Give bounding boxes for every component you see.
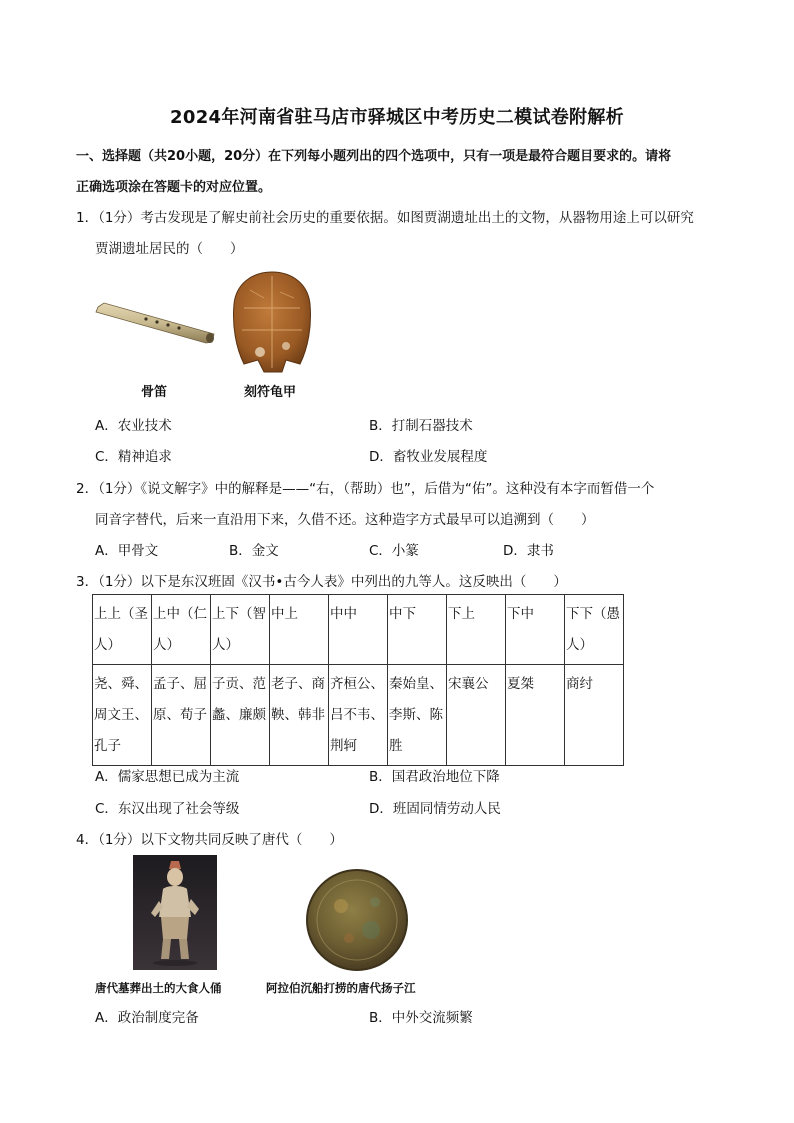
question-2-stem: 2．（1分）《说文解字》中的解释是——“右，（帮助）也”，后借为“佑”。这种没有本字而暂借一个 <box>76 481 655 497</box>
question-4-stem: 4．（1分）以下文物共同反映了唐代（ ） <box>76 832 343 848</box>
q1-option-d[interactable]: D．畜牧业发展程度 <box>369 449 488 465</box>
table-header-cell: 中中 <box>329 595 388 665</box>
q1-option-a[interactable]: A．农业技术 <box>95 418 172 434</box>
table-cell: 老子、商鞅、韩非 <box>270 665 329 766</box>
table-cell: 商纣 <box>565 665 624 766</box>
table-header-cell: 上上（圣人） <box>93 595 152 665</box>
q1-option-b[interactable]: B．打制石器技术 <box>369 418 473 434</box>
table-header-row <box>93 595 624 665</box>
q2-option-c[interactable]: C．小篆 <box>369 543 419 559</box>
question-2-stem-cont: 同音字替代，后来一直沿用下来，久借不还。这种造字方式最早可以追溯到（ ） <box>95 512 595 528</box>
table-header-cell: 上中（仁人） <box>152 595 211 665</box>
q2-option-b[interactable]: B．金文 <box>229 543 279 559</box>
table-header-cell: 下下（愚人） <box>565 595 624 665</box>
table-cell: 尧、舜、周文王、孔子 <box>93 665 152 766</box>
section-instructions-line1: 一、选择题（共20小题，20分）在下列每小题列出的四个选项中，只有一项是最符合题目要求的。请将 <box>76 149 672 164</box>
table-header-cell: 中上 <box>270 595 329 665</box>
q4-option-a[interactable]: A．政治制度完备 <box>95 1010 199 1026</box>
table-header-cell: 中下 <box>388 595 447 665</box>
q4-option-b[interactable]: B．中外交流频繁 <box>369 1010 473 1026</box>
table-cell: 齐桓公、吕不韦、荆轲 <box>329 665 388 766</box>
q1-option-c[interactable]: C．精神追求 <box>95 449 172 465</box>
table-cell: 孟子、屈原、荀子 <box>152 665 211 766</box>
q3-option-d[interactable]: D．班固同情劳动人民 <box>369 801 501 817</box>
table-cell: 夏桀 <box>506 665 565 766</box>
nine-ranks-table <box>92 594 624 766</box>
table-cell: 子贡、范蠡、廉颇 <box>211 665 270 766</box>
table-row <box>93 665 624 766</box>
mirror-caption: 阿拉伯沉船打捞的唐代扬子江 <box>266 981 416 995</box>
question-1-stem-cont: 贾湖遗址居民的（ ） <box>95 241 244 257</box>
table-header-cell: 下中 <box>506 595 565 665</box>
tang-bronze-mirror-image <box>305 868 409 972</box>
q3-option-a[interactable]: A．儒家思想已成为主流 <box>95 769 240 785</box>
bone-flute-image <box>94 298 218 348</box>
tortoise-shell-caption: 刻符龟甲 <box>244 385 297 400</box>
table-cell: 宋襄公 <box>447 665 506 766</box>
question-1-stem: 1．（1分）考古发现是了解史前社会历史的重要依据。如图贾湖遗址出土的文物，从器物用途上可以研究 <box>76 210 694 226</box>
carved-tortoise-shell-image <box>230 268 314 376</box>
q2-option-a[interactable]: A．甲骨文 <box>95 543 159 559</box>
question-3-stem: 3．（1分）以下是东汉班固《汉书•古今人表》中列出的九等人。这反映出（ ） <box>76 574 567 590</box>
q3-option-b[interactable]: B．国君政治地位下降 <box>369 769 500 785</box>
q3-option-c[interactable]: C．东汉出现了社会等级 <box>95 801 240 817</box>
bone-flute-caption: 骨笛 <box>141 385 168 400</box>
section-instructions-line2: 正确选项涂在答题卡的对应位置。 <box>76 180 272 195</box>
figurine-caption: 唐代墓葬出土的大食人俑 <box>95 981 222 995</box>
table-cell: 秦始皇、李斯、陈胜 <box>388 665 447 766</box>
q2-option-d[interactable]: D．隶书 <box>503 543 554 559</box>
page-title: 2024年河南省驻马店市驿城区中考历史二模试卷附解析 <box>170 107 624 128</box>
table-header-cell: 下上 <box>447 595 506 665</box>
table-header-cell: 上下（智人） <box>211 595 270 665</box>
arab-figurine-image <box>133 855 217 970</box>
